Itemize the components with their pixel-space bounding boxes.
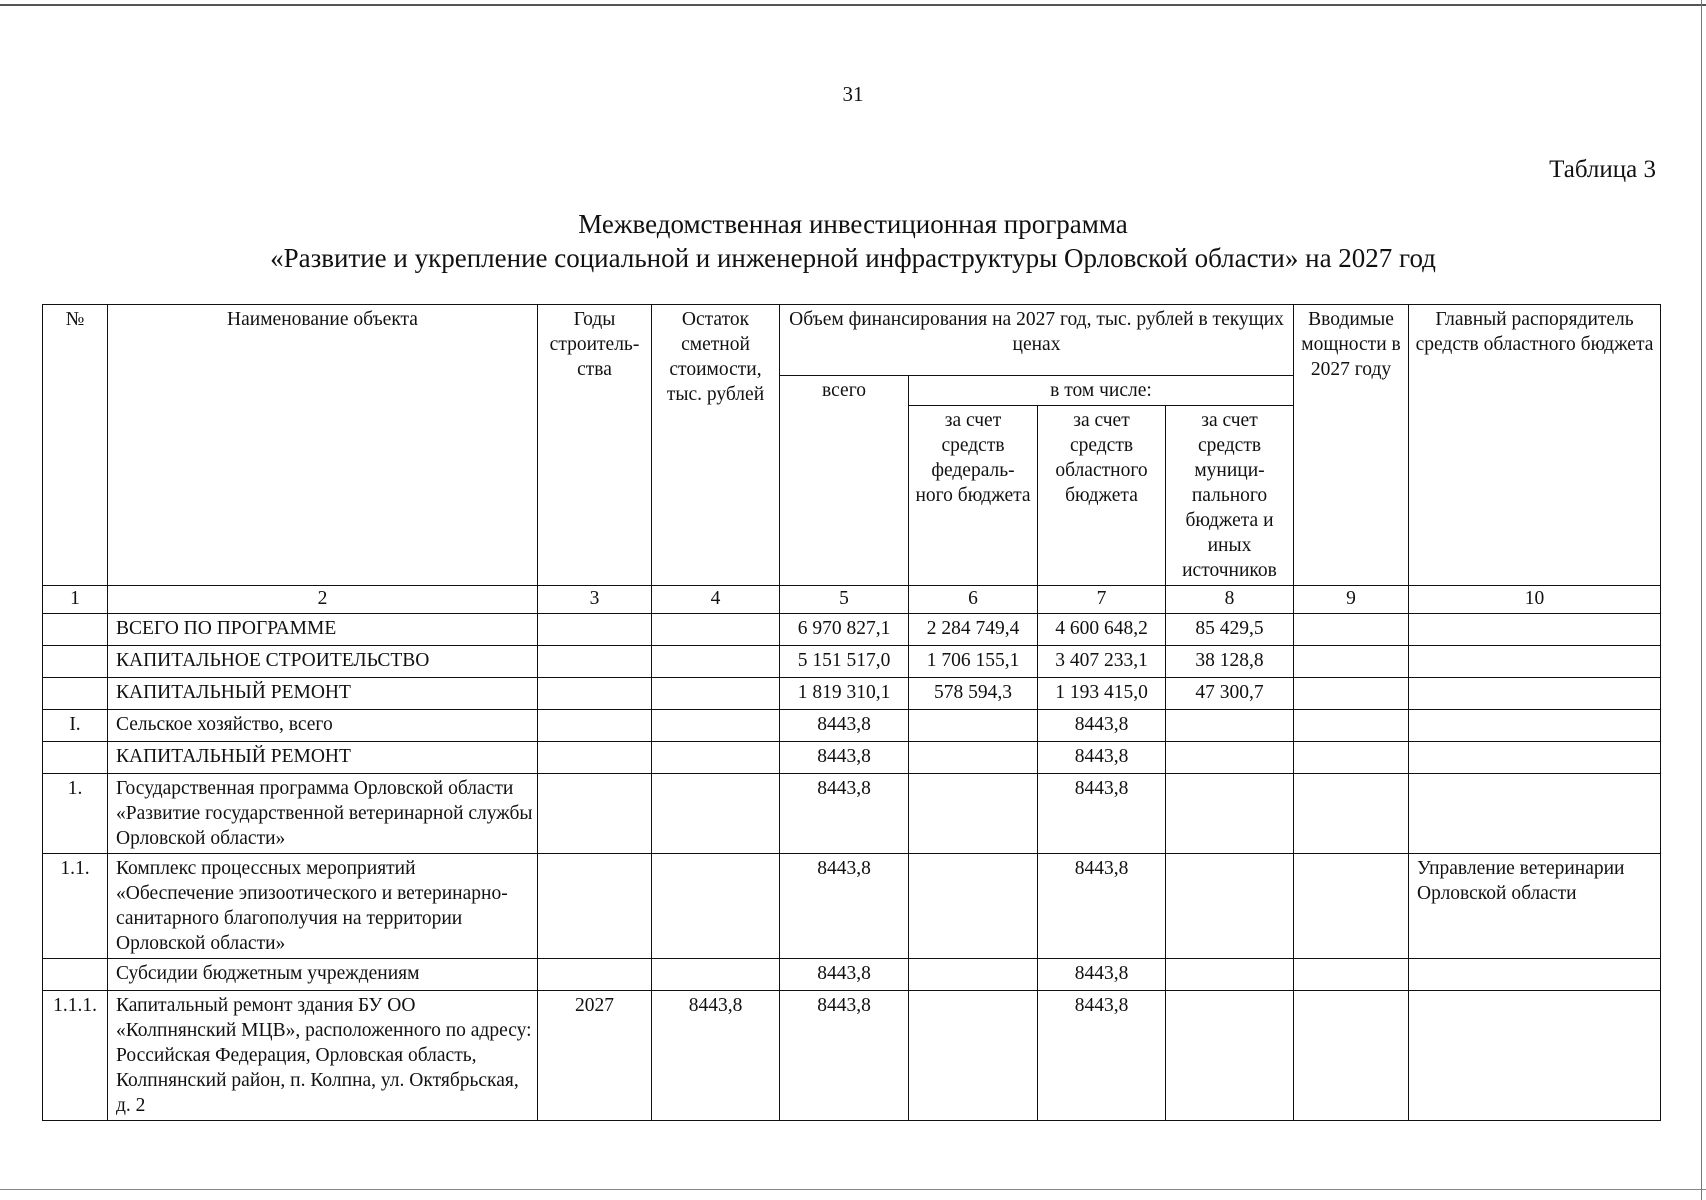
funding-municipal-cell (1166, 742, 1294, 774)
budget-manager-cell (1409, 678, 1661, 710)
funding-total-cell: 6 970 827,1 (780, 614, 909, 646)
row-number-cell (43, 646, 108, 678)
funding-total-cell: 5 151 517,0 (780, 646, 909, 678)
header-including: в том числе: (909, 376, 1294, 406)
remaining-cost-cell (652, 710, 780, 742)
funding-regional-cell: 8443,8 (1038, 710, 1166, 742)
row-number-cell: 1.1.1. (43, 991, 108, 1121)
funding-regional-cell: 8443,8 (1038, 959, 1166, 991)
object-name-cell: КАПИТАЛЬНЫЙ РЕМОНТ (108, 742, 538, 774)
remaining-cost-cell (652, 742, 780, 774)
table-row (43, 614, 1661, 646)
funding-federal-cell: 1 706 155,1 (909, 646, 1038, 678)
funding-municipal-cell (1166, 959, 1294, 991)
column-number: 9 (1294, 586, 1409, 614)
funding-regional-cell: 8443,8 (1038, 774, 1166, 854)
scan-bottom-edge (0, 1189, 1706, 1190)
budget-manager-cell: Управление ветеринарии Орловской области (1409, 854, 1661, 959)
funding-federal-cell: 578 594,3 (909, 678, 1038, 710)
table-row (43, 774, 1661, 854)
funding-municipal-cell (1166, 854, 1294, 959)
budget-manager-cell (1409, 774, 1661, 854)
remaining-cost-cell (652, 614, 780, 646)
header-funding: Объем финансирования на 2027 год, тыс. рублей в текущих ценах (780, 305, 1294, 376)
title-line-1: Межведомственная инвестиционная программа (578, 209, 1128, 239)
table-row (43, 646, 1661, 678)
funding-federal-cell (909, 854, 1038, 959)
object-name-cell: КАПИТАЛЬНОЕ СТРОИТЕЛЬСТВО (108, 646, 538, 678)
header-years: Годы строитель-ства (538, 305, 652, 586)
remaining-cost-cell (652, 774, 780, 854)
funding-federal-cell (909, 710, 1038, 742)
document-title (0, 207, 1706, 275)
funding-total-cell: 1 819 310,1 (780, 678, 909, 710)
capacity-cell (1294, 646, 1409, 678)
construction-years-cell (538, 742, 652, 774)
scan-right-edge (1701, 0, 1702, 1200)
capacity-cell (1294, 774, 1409, 854)
title-line-2: «Развитие и укрепление социальной и инженерной инфраструктуры Орловской области» на 2027 год (270, 243, 1436, 273)
header-capacity: Вводимые мощности в 2027 году (1294, 305, 1409, 586)
header-row-1 (43, 305, 1661, 376)
object-name-cell: Комплекс процессных мероприятий «Обеспечение эпизоотического и ветеринарно-санитарного благополучия на территории Орловской области» (108, 854, 538, 959)
capacity-cell (1294, 710, 1409, 742)
budget-manager-cell (1409, 710, 1661, 742)
column-number: 1 (43, 586, 108, 614)
object-name-cell: Капитальный ремонт здания БУ ОО «Колпнянский МЦВ», расположенного по адресу: Российская Федерация, Орловская область, Колпнянский район, п. Колпна, ул. Октябрьская, д. 2 (108, 991, 538, 1121)
funding-federal-cell (909, 742, 1038, 774)
funding-regional-cell: 8443,8 (1038, 854, 1166, 959)
table-row (43, 991, 1661, 1121)
object-name-cell: ВСЕГО ПО ПРОГРАММЕ (108, 614, 538, 646)
funding-municipal-cell: 38 128,8 (1166, 646, 1294, 678)
column-number: 3 (538, 586, 652, 614)
capacity-cell (1294, 678, 1409, 710)
column-number: 2 (108, 586, 538, 614)
funding-regional-cell: 3 407 233,1 (1038, 646, 1166, 678)
funding-municipal-cell: 85 429,5 (1166, 614, 1294, 646)
funding-federal-cell (909, 959, 1038, 991)
table-row (43, 710, 1661, 742)
funding-total-cell: 8443,8 (780, 742, 909, 774)
budget-manager-cell (1409, 646, 1661, 678)
row-number-cell (43, 678, 108, 710)
funding-total-cell: 8443,8 (780, 774, 909, 854)
row-number-cell (43, 614, 108, 646)
page-number: 31 (842, 82, 864, 106)
table-label: Таблица 3 (1549, 156, 1656, 183)
construction-years-cell (538, 646, 652, 678)
construction-years-cell (538, 854, 652, 959)
table-row (43, 854, 1661, 959)
capacity-cell (1294, 614, 1409, 646)
funding-total-cell: 8443,8 (780, 959, 909, 991)
object-name-cell: КАПИТАЛЬНЫЙ РЕМОНТ (108, 678, 538, 710)
budget-manager-cell (1409, 959, 1661, 991)
funding-total-cell: 8443,8 (780, 991, 909, 1121)
column-number: 6 (909, 586, 1038, 614)
column-numbers-row (43, 586, 1661, 614)
remaining-cost-cell: 8443,8 (652, 991, 780, 1121)
construction-years-cell (538, 959, 652, 991)
funding-total-cell: 8443,8 (780, 854, 909, 959)
column-number: 5 (780, 586, 909, 614)
scan-top-edge (0, 4, 1706, 6)
funding-municipal-cell (1166, 710, 1294, 742)
budget-manager-cell (1409, 614, 1661, 646)
row-number-cell (43, 959, 108, 991)
funding-regional-cell: 8443,8 (1038, 991, 1166, 1121)
header-regional: за счет средств областного бюджета (1038, 406, 1166, 586)
header-total: всего (780, 376, 909, 586)
funding-federal-cell: 2 284 749,4 (909, 614, 1038, 646)
funding-municipal-cell: 47 300,7 (1166, 678, 1294, 710)
funding-federal-cell (909, 774, 1038, 854)
table-row (43, 742, 1661, 774)
construction-years-cell: 2027 (538, 991, 652, 1121)
funding-municipal-cell (1166, 991, 1294, 1121)
column-number: 7 (1038, 586, 1166, 614)
table-row (43, 959, 1661, 991)
table-row (43, 678, 1661, 710)
capacity-cell (1294, 959, 1409, 991)
funding-regional-cell: 4 600 648,2 (1038, 614, 1166, 646)
capacity-cell (1294, 854, 1409, 959)
funding-regional-cell: 8443,8 (1038, 742, 1166, 774)
object-name-cell: Государственная программа Орловской области «Развитие государственной ветеринарной службы Орловской области» (108, 774, 538, 854)
row-number-cell (43, 742, 108, 774)
column-number: 8 (1166, 586, 1294, 614)
construction-years-cell (538, 678, 652, 710)
header-name: Наименование объекта (108, 305, 538, 586)
funding-regional-cell: 1 193 415,0 (1038, 678, 1166, 710)
investment-program-table (42, 304, 1661, 1121)
remaining-cost-cell (652, 678, 780, 710)
remaining-cost-cell (652, 959, 780, 991)
row-number-cell: 1.1. (43, 854, 108, 959)
header-no: № (43, 305, 108, 586)
remaining-cost-cell (652, 854, 780, 959)
object-name-cell: Субсидии бюджетным учреждениям (108, 959, 538, 991)
remaining-cost-cell (652, 646, 780, 678)
funding-total-cell: 8443,8 (780, 710, 909, 742)
capacity-cell (1294, 742, 1409, 774)
funding-municipal-cell (1166, 774, 1294, 854)
construction-years-cell (538, 614, 652, 646)
budget-manager-cell (1409, 742, 1661, 774)
header-municipal: за счет средств муници-пального бюджета и иных источников (1166, 406, 1294, 586)
table-body (43, 614, 1661, 1121)
budget-manager-cell (1409, 991, 1661, 1121)
row-number-cell: I. (43, 710, 108, 742)
column-number: 10 (1409, 586, 1661, 614)
column-number: 4 (652, 586, 780, 614)
header-manager: Главный распорядитель средств областного бюджета (1409, 305, 1661, 586)
object-name-cell: Сельское хозяйство, всего (108, 710, 538, 742)
construction-years-cell (538, 774, 652, 854)
funding-federal-cell (909, 991, 1038, 1121)
row-number-cell: 1. (43, 774, 108, 854)
header-federal: за счет средств федераль-ного бюджета (909, 406, 1038, 586)
capacity-cell (1294, 991, 1409, 1121)
construction-years-cell (538, 710, 652, 742)
header-remainder: Остаток сметной стоимости, тыс. рублей (652, 305, 780, 586)
